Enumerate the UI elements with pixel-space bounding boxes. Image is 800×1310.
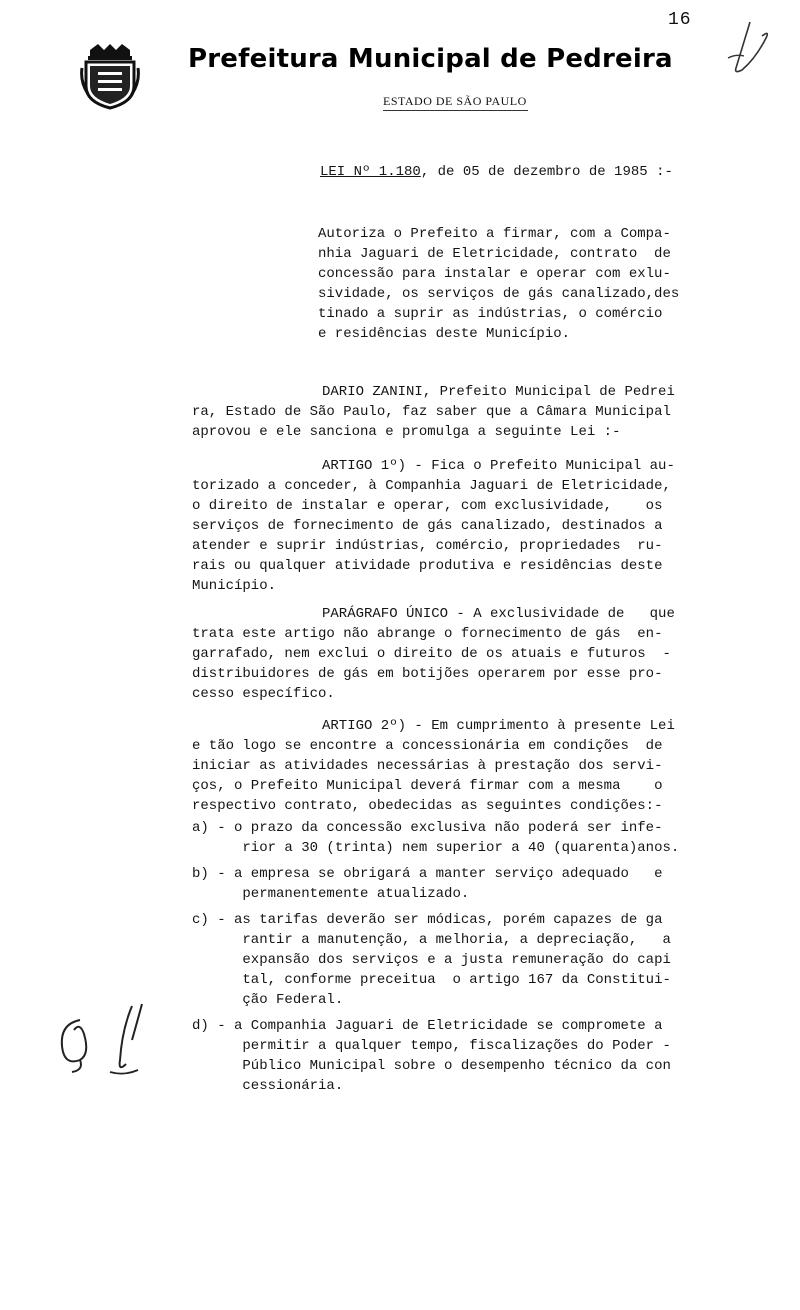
- paragraph-unico-line: PARÁGRAFO ÚNICO - A exclusividade de que: [322, 606, 675, 622]
- article2-line: iniciar as atividades necessárias à prestação dos servi-: [192, 758, 663, 774]
- article2-line: e tão logo se encontre a concessionária em condições de: [192, 738, 663, 754]
- article1-line: o direito de instalar e operar, com exclusividade, os: [192, 498, 663, 514]
- paragraph-unico-line: cesso específico.: [192, 686, 335, 702]
- article1-line: serviços de fornecimento de gás canalizado, destinados a: [192, 518, 663, 534]
- handwritten-initials-signature: [50, 1000, 160, 1080]
- paragraph-unico-line: garrafado, nem exclui o direito de os atuais e futuros -: [192, 646, 671, 662]
- item-c-line: tal, conforme preceitua o artigo 167 da Constitui-: [192, 972, 671, 988]
- item-c-line: ção Federal.: [192, 992, 344, 1008]
- article1-line: rais ou qualquer atividade produtiva e residências deste: [192, 558, 663, 574]
- article2-line: respectivo contrato, obedecidas as seguintes condições:-: [192, 798, 663, 814]
- item-a-line: a) - o prazo da concessão exclusiva não poderá ser infe-: [192, 820, 663, 836]
- law-number: LEI Nº 1.180: [320, 164, 421, 180]
- article1-line: torizado a conceder, à Companhia Jaguari de Eletricidade,: [192, 478, 671, 494]
- item-d-line: permitir a qualquer tempo, fiscalizações do Poder -: [192, 1038, 671, 1054]
- municipal-crest-icon: [80, 42, 140, 110]
- summary-line: e residências deste Município.: [318, 326, 571, 342]
- preamble-line: ra, Estado de São Paulo, faz saber que a Câmara Municipal: [192, 404, 671, 420]
- item-c-line: c) - as tarifas deverão ser módicas, porém capazes de ga: [192, 912, 663, 928]
- law-date: , de 05 de dezembro de 1985 :-: [420, 164, 673, 180]
- summary-line: sividade, os serviços de gás canalizado,des: [318, 286, 680, 302]
- summary-line: tinado a suprir as indústrias, o comércio: [318, 306, 663, 322]
- law-title: [320, 162, 673, 182]
- item-c-line: expansão dos serviços e a justa remuneração do capi: [192, 952, 671, 968]
- state-subtitle: ESTADO DE SÃO PAULO: [383, 94, 527, 108]
- preamble-line: aprovou e ele sanciona e promulga a seguinte Lei :-: [192, 424, 621, 440]
- article1-line: atender e suprir indústrias, comércio, propriedades ru-: [192, 538, 663, 554]
- item-b-line: b) - a empresa se obrigará a manter serviço adequado e: [192, 866, 663, 882]
- state-underline: [383, 110, 528, 111]
- summary-line: nhia Jaguari de Eletricidade, contrato de: [318, 246, 671, 262]
- item-d-line: Público Municipal sobre o desempenho técnico da con: [192, 1058, 671, 1074]
- paragraph-unico-line: distribuidores de gás em botijões operarem por esse pro-: [192, 666, 663, 682]
- article2-line: ARTIGO 2º) - Em cumprimento à presente Lei: [322, 718, 675, 734]
- item-a-line: rior a 30 (trinta) nem superior a 40 (quarenta)anos.: [192, 840, 680, 856]
- article2-line: ços, o Prefeito Municipal deverá firmar com a mesma o: [192, 778, 663, 794]
- summary-line: concessão para instalar e operar com exlu-: [318, 266, 671, 282]
- item-d-line: d) - a Companhia Jaguari de Eletricidade se compromete a: [192, 1018, 663, 1034]
- item-d-line: cessionária.: [192, 1078, 344, 1094]
- page-number: 16: [668, 10, 692, 30]
- page-title: Prefeitura Municipal de Pedreira: [188, 44, 673, 74]
- article1-line: ARTIGO 1º) - Fica o Prefeito Municipal au-: [322, 458, 675, 474]
- preamble-line: DARIO ZANINI, Prefeito Municipal de Pedrei: [322, 384, 675, 400]
- summary-line: Autoriza o Prefeito a firmar, com a Compa-: [318, 226, 671, 242]
- article1-line: Município.: [192, 578, 277, 594]
- paragraph-unico-line: trata este artigo não abrange o fornecimento de gás en-: [192, 626, 663, 642]
- rubric-signature-mark: [722, 18, 778, 78]
- item-c-line: rantir a manutenção, a melhoria, a depreciação, a: [192, 932, 671, 948]
- item-b-line: permanentemente atualizado.: [192, 886, 470, 902]
